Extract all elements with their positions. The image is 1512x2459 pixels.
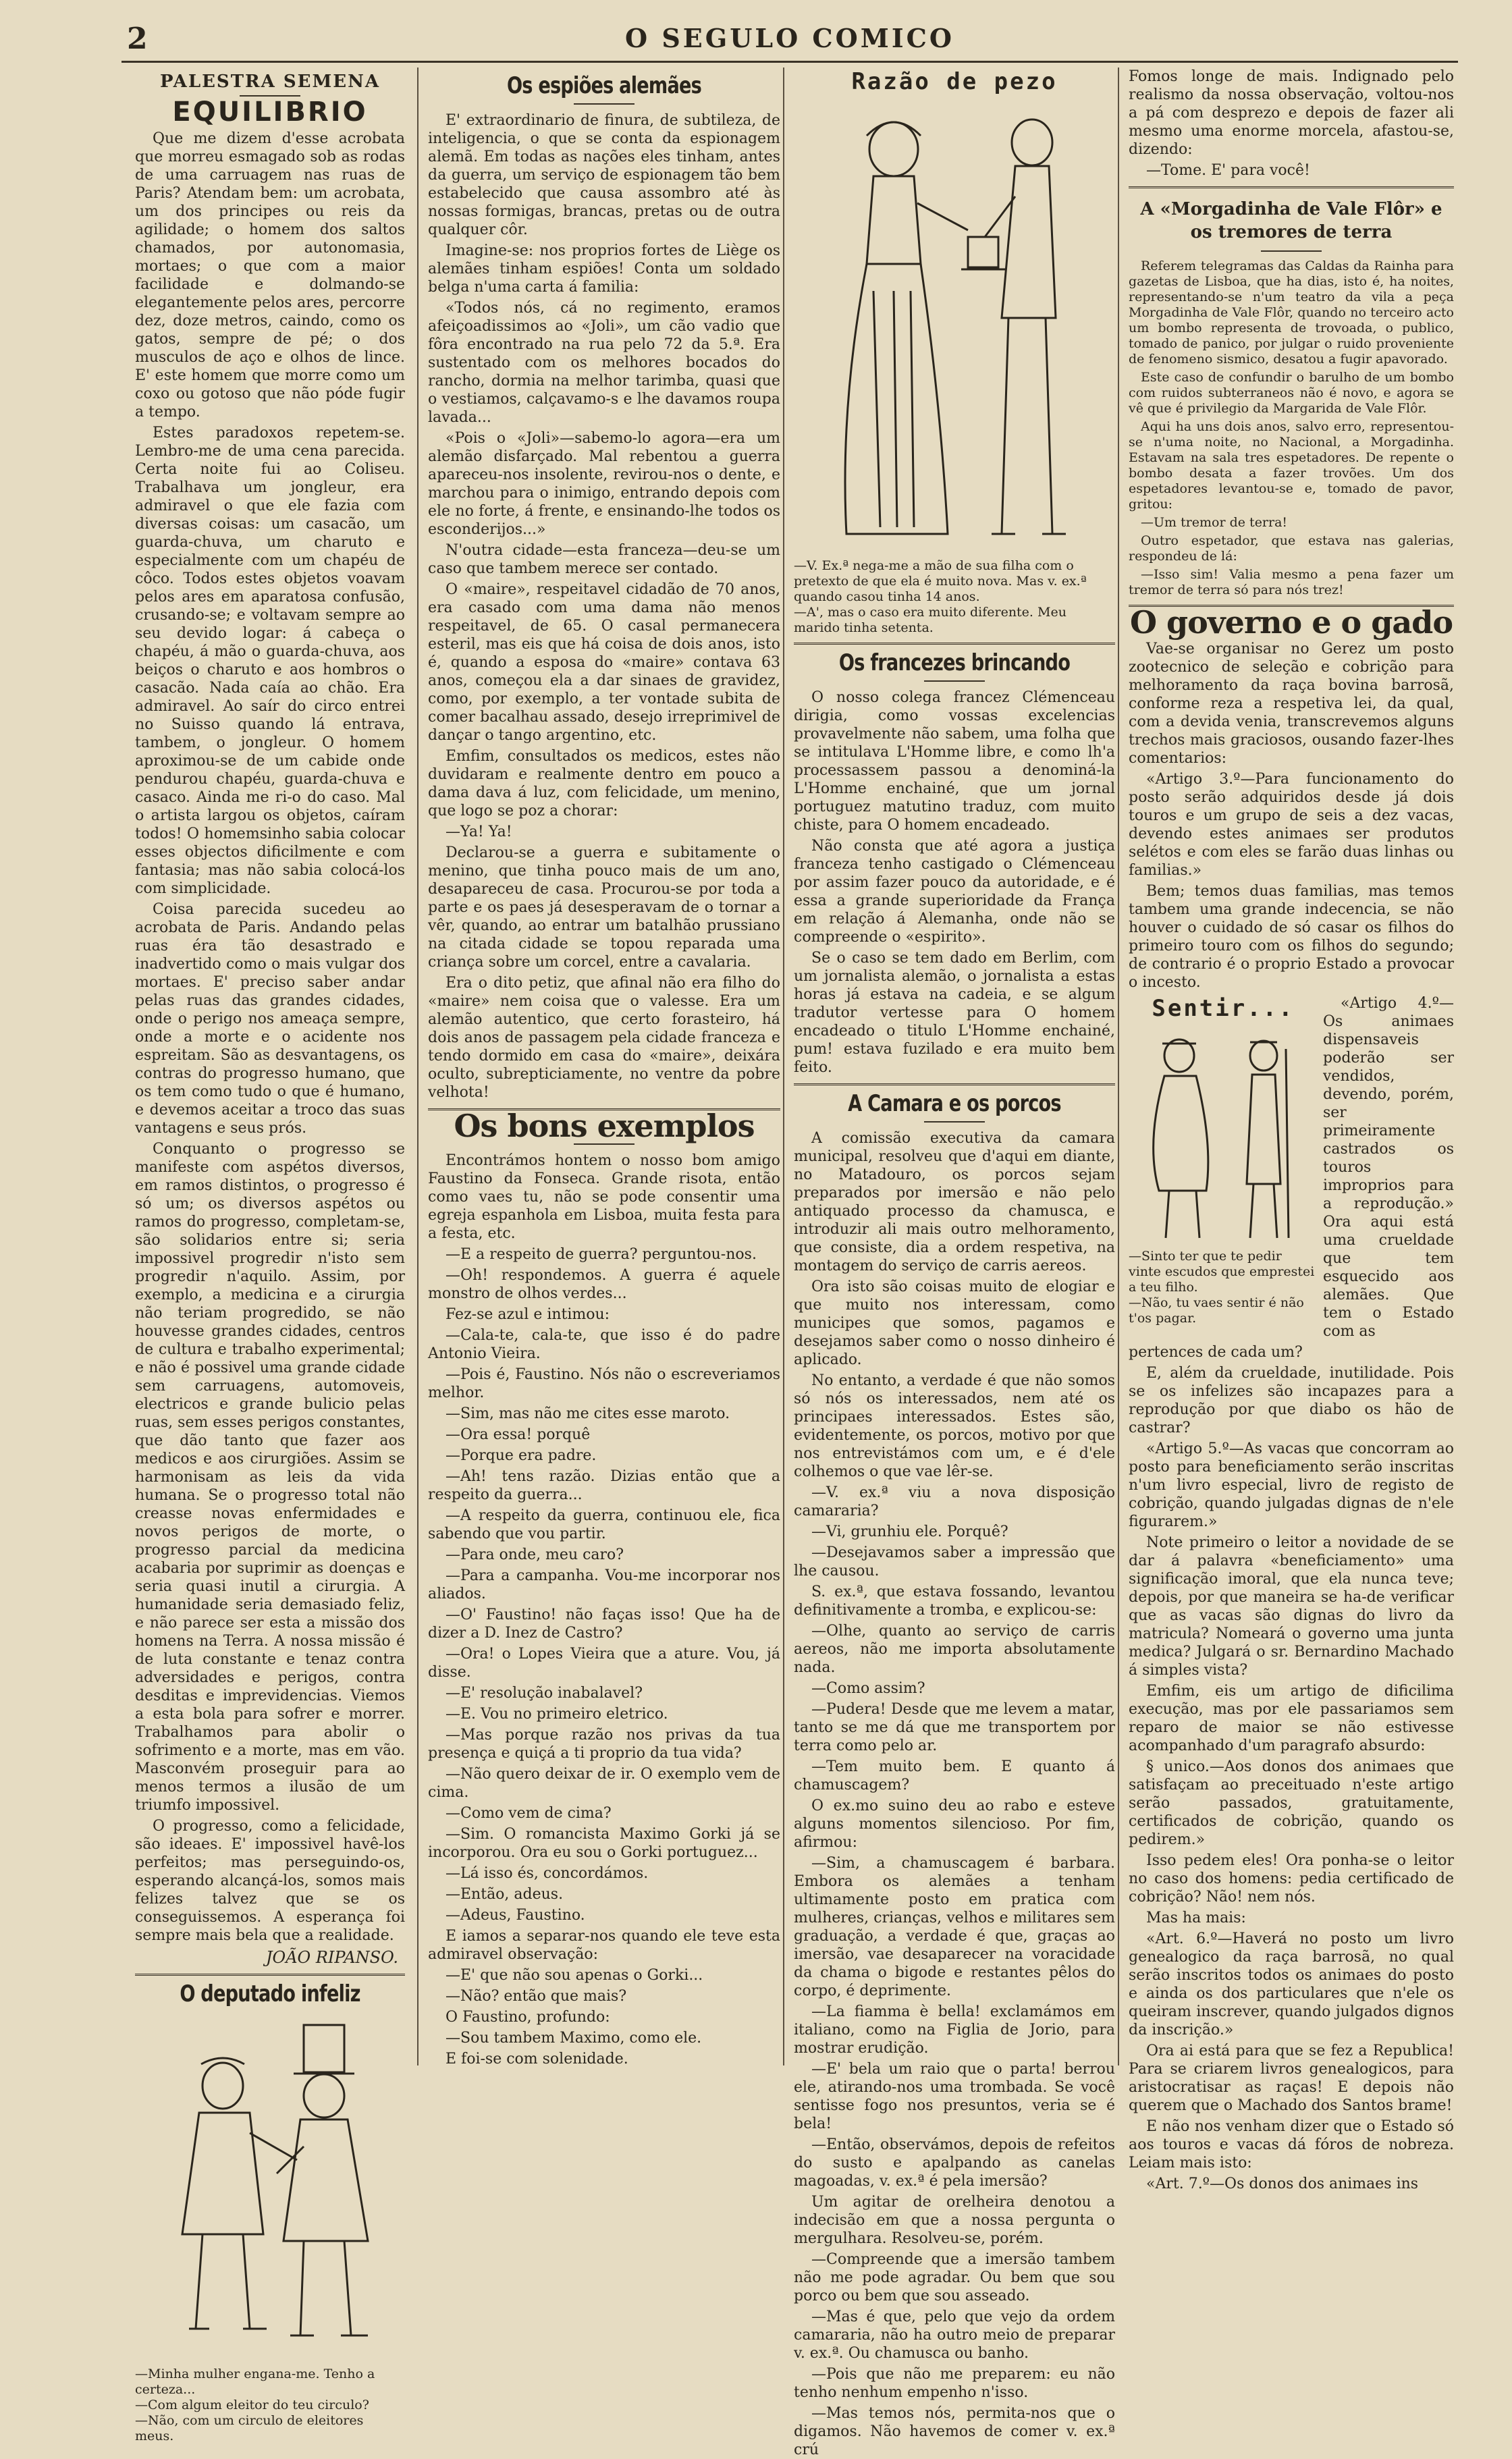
paragraph: «Art. 6.º—Haverá no posto um livro genealogico da raça barrosã, no qual serão inscritos todos os animaes do posto e ainda os dos particulares que n'ele os queiram inscrever, quando julgados dignos da inscrição.» (1129, 1930, 1454, 2038)
paragraph: N'outra cidade—esta franceza—deu-se um caso que tambem merece ser contado. (428, 542, 780, 577)
paragraph: Declarou-se a guerra e subitamente o menino, que tinha pouco mais de um ano, desapareceu de casa. Procurou-se por toda a parte e os paes já desesperavam de o tornar a vêr, quando, ao entrar um batalhão prussiano na citada cidade se topou reparada uma criança sobre um corcel, entre a cavalaria. (428, 844, 780, 971)
cartoon-illustration-sentir (1132, 1022, 1314, 1245)
paragraph: No entanto, a verdade é que não somos só nós os interessados, nem até os principaes interessados. Estes são, evidentemente, os porcos, motivo por que nos entrevistámos com um, e é d'ele colhemos o que vae lêr-se. (794, 1372, 1115, 1480)
cartoon-caption-deputado (135, 2367, 405, 2444)
article-body-francezes (794, 688, 1115, 1077)
paragraph: Referem telegramas das Caldas da Rainha para gazetas de Lisboa, que ha dias, isto é, ha noites, representando-se n'um teatro da vila a peça Morgadinha de Vale Flôr, quando no terceiro acto um bombo representa de trovoada, o publico, tomado de panico, por julgar o ruido proveniente de fenomeno sismico, desatou a fugir apavorado. (1129, 259, 1454, 367)
masthead: O SEGULO COMICO (625, 23, 954, 53)
paragraph: —Não? então que mais? (446, 1988, 627, 2005)
paragraph: Emfim, eis um artigo de dificilima execução, mas por ele passariamos sem reparo de maior se não estivesse acompanhado d'um paragrafo absurdo: (1129, 1683, 1454, 1754)
article-body-camara-porcos (794, 1129, 1115, 2459)
paragraph: —La fiamma è bella! exclamámos em italiano, como na Figlia de Jorio, para mostrar erudição. (794, 2003, 1115, 2057)
paragraph: Que me dizem d'esse acrobata que morreu esmagado sob as rodas de uma carruagem nas ruas de Paris? Atendam bem: um acrobata, um dos principes ou reis da agilidade; o homem dos saltos chamados, por autonomasia, mortaes; o que com a maior facilidade e dolmando-se elegantemente pelos ares, percorre dez, doze metros, caindo, como os gatos, sempre de pé; o dos musculos de aço e olhos de lince. E' este homem que morre como um coxo ou gotoso que não póde fugir a tempo. (135, 130, 405, 421)
paragraph: —Pois que não me preparem: eu não tenho nenhum empenho n'isso. (794, 2366, 1115, 2401)
cartoon-caption-razao-de-pezo (794, 558, 1115, 636)
paragraph: Estes paradoxos repetem-se. Lembro-me de uma cena parecida. Certa noite fui ao Coliseu. Trabalhava um jongleur, era admiravel o que ele fazia com diversas coisas: um casacão, um guarda-chuva, um charuto e especialmente com um chapéu de côco. Todos estes objetos voavam pelos ares em aparatosa confusão, crusando-se; e voltavam sempre ao seu devido logar: á cabeça o chapéu, á mão o guarda-chuva, aos beiços o charuto e aos hombros o casacão. Nada caía ao chão. Era admiravel. Ao saír do circo entrei no Suisso quando lá entrava, tambem, o jongleur. O homem aproximou-se de um cabide onde pendurou chapéu, guarda-chuva e casaco. Ainda me ri-o do caso. Mal o artista largou os objetos, caíram todos! O homemsinho sabia colocar esses objectos dificilmente e com fantasia; mas não sabia colocá-los com simplicidade. (135, 425, 405, 897)
paragraph: Vae-se organisar no Gerez um posto zootecnico de seleção e cobrição para melhoramento da raça bovina barrosã, conforme reza a respetiva lei, da qual, com a devida venia, transcrevemos alguns trechos mais graciosos, ousando fazer-lhes comentarios: (1129, 641, 1454, 767)
paragraph: Encontrámos hontem o nosso bom amigo Faustino da Fonseca. Grande risota, então como vaes tu, não se pode consentir uma egreja espanhola em Lisboa, muita festa para a festa, etc. (428, 1152, 780, 1242)
paragraph: pertences de cada um? (1129, 1344, 1303, 1361)
paragraph: —O' Faustino! não faças isso! Que ha de dizer a D. Inez de Castro? (428, 1606, 780, 1642)
paragraph: «Todos nós, cá no regimento, eramos afeiçoadissimos ao «Joli», um cão vadio que fôra encontrado na rua pelo 72 da 5.ª. Era sustentado com os melhores bocados do rancho, dormia na melhor tarimba, quasi que o vestiamos, calçavamo-s e lhe davamos roupa lavada... (428, 300, 780, 426)
paragraph: —Não quero deixar de ir. O exemplo vem de cima. (428, 1766, 780, 1801)
caption-line: —Sinto ter que te pedir vinte escudos que emprestei a teu filho. (1129, 1249, 1315, 1295)
sentir-side-text (1323, 994, 1454, 1343)
caption-line: —Não, com um circulo de eleitores meus. (135, 2413, 364, 2443)
paragraph: —Lá isso és, concordámos. (446, 1865, 649, 1882)
paragraph: O progresso, como a felicidade, são ideaes. E' impossivel havê-los perfeitos; mas perseguindo-os, esperando alcançá-los, somos mais felizes talvez que se os conseguissemos. A esperança foi sempre mais bela que a realidade. (135, 1818, 405, 1944)
paragraph: S. ex.ª, que estava fossando, levantou definitivamente a tromba, e explicou-se: (794, 1584, 1115, 1619)
caption-line: —V. Ex.ª nega-me a mão de sua filha com o pretexto de que ela é muito nova. Mas v. ex.ª quando casou tinha 14 anos. (794, 558, 1087, 604)
paragraph: E, além da crueldade, inutilidade. Pois se os infelizes são incapazes para a reprodução por que diabo os hão de castrar? (1129, 1365, 1454, 1436)
paragraph: —Tome. E' para você! (1146, 162, 1310, 179)
paragraph: —Cala-te, cala-te, que isso é do padre Antonio Vieira. (428, 1327, 780, 1362)
paragraph: —E' que não sou apenas o Gorki... (446, 1967, 703, 1984)
paragraph: —Pois é, Faustino. Nós não o escreveriamos melhor. (428, 1366, 780, 1401)
paragraph: E não nos venham dizer que o Estado só aos touros e vacas dá fóros de nobreza. Leiam mais isto: (1129, 2118, 1454, 2171)
paragraph: Este caso de confundir o barulho de um bombo com ruidos subterraneos não é novo, e agora se vê que é privilegio da Margarida de Vale Flôr. (1129, 370, 1454, 416)
paragraph: O ex.mo suino deu ao rabo e esteve alguns momentos silencioso. Por fim, afirmou: (794, 1798, 1115, 1851)
paragraph: Isso pedem eles! Ora ponha-se o leitor no caso dos homens: pedia certificado de cobrição? Não! nem nós. (1129, 1852, 1454, 1906)
article-body-espioes (428, 111, 780, 1102)
article-signature: JOÃO RIPANSO. (265, 1948, 398, 1967)
divider (1129, 186, 1454, 188)
paragraph: —Desejavamos saber a impressão que lhe causou. (794, 1544, 1115, 1579)
paragraph: Conquanto o progresso se manifeste com aspétos diversos, em ramos distintos, o progresso é só um; os diversos aspétos ou ramos do progresso, completam-se, são solidarios entre si; seria impossivel progredir n'isto sem progredir n'aquilo. Assim, por exemplo, a medicina e a cirurgia não teriam progredido, se não houvesse grandes cidades, centros de cultura e trabalho experimental; e não é possivel uma grande cidade sem carruagens, automoveis, electricos e grande bulicio pelas ruas, sem esses perigos constantes, que dão tanto que fazer aos medicos e aos cirurgiões. Assim se harmonisam as leis da vida humana. Se o progresso total não creasse novas enfermidades e novos perigos de morte, o progresso parcial da medicina acabaria por suprimir as doenças e seria quasi inutil a cirurgia. A humanidade seria demasiado feliz, e não parece ser esta a missão dos homens na Terra. A nossa missão é de luta constante e tenaz contra adversidades e perigos, contra desditas e imprevidencias. Viemos a esta bola para sofrer e morrer. Trabalhamos para abolir o sofrimento e a morte, mas em vão. Masconvém proseguir para ao menos termos a ilusão de um triumfo impossivel. (135, 1141, 405, 1814)
divider (924, 680, 985, 682)
paragraph: Bem; temos duas familias, mas temos tambem uma grande indecencia, se não houver o cuidado de só casar os filhos do primeiro touro com os filhos do segundo; de contrario é o proprio Estado a provocar o incesto. (1129, 883, 1454, 991)
article-body-governo-gado (1129, 640, 1454, 992)
cartoon-sentir (1129, 994, 1318, 1343)
paragraph: Aqui ha uns dois anos, salvo erro, representou-se n'uma noite, no Nacional, a Morgadinha. Estavam na sala tres espetadores. De repente o bombo desata a fazer trovões. Um dos espetadores levantou-se e, tomado de pavor, gritou: (1129, 419, 1454, 512)
page-number: 2 (127, 22, 148, 56)
paragraph: E iamos a separar-nos quando ele teve esta admiravel observação: (428, 1928, 780, 1963)
paragraph: —E' bela um raio que o parta! berrou ele, atirando-nos uma trombada. Se você sentisse fogo nos presuntos, veria se é bela! (794, 2061, 1115, 2132)
paragraph: —Pudera! Desde que me levem a matar, tanto se me dá que me transportem por terra como pelo ar. (794, 1701, 1115, 1754)
paragraph: Não consta que até agora a justiça franceza tenho castigado o Clémenceau por assim fazer pouco da autoridade, e é essa a grande superioridade da França em relação á Alemanha, onde não se compreende o «espirito». (794, 838, 1115, 946)
article-body-governo-gado-continued (1129, 1343, 1454, 2193)
paragraph: Fomos longe de mais. Indignado pelo realismo da nossa observação, voltou-nos a pá com desprezo e depois de fazer ali mesmo uma enorme morcela, afastou-se, dizendo: (1129, 68, 1454, 158)
paragraph: —E a respeito de guerra? perguntou-nos. (446, 1246, 757, 1263)
paragraph: —Um tremor de terra! (1141, 515, 1288, 530)
paragraph: A comissão executiva da camara municipal, resolveu que d'aqui em diante, no Matadouro, os porcos sejam preparados por imersão e não pelo antiquado processo da chamusca, e introduzir ali mais outro melhoramento, que consiste, dia a ordem respetiva, na montagem do serviço de carris aereos. (794, 1130, 1115, 1274)
paragraph: E foi-se com solenidade. (446, 2051, 628, 2068)
paragraph: —Sou tambem Maximo, como ele. (446, 2030, 702, 2047)
paragraph: —Ora essa! porquê (446, 1426, 591, 1443)
paragraph: —Ora! o Lopes Vieira que a ature. Vou, já disse. (428, 1646, 780, 1681)
article-title-morgadinha: A «Morgadinha de Vale Flôr» e os tremores de terra (1140, 199, 1442, 242)
divider (1261, 250, 1322, 252)
paragraph: § unico.—Aos donos dos animaes que satisfaçam ao preceituado n'este artigo serão passados, gratuitamente, certificados de cobrição, quando os pedirem.» (1129, 1758, 1454, 1848)
article-title-espioes: Os espiões alemães (506, 72, 702, 99)
paragraph: Emfim, consultados os medicos, estes não duvidaram e realmente dentro em pouco a dama dava á luz, com felicidade, um menino, que logo se poz a chorar: (428, 748, 780, 819)
paragraph: Se o caso se tem dado em Berlim, com um jornalista alemão, o jornalista a estas horas já estava na cadeia, e se algum tradutor vertesse para O homem encadeado o titulo L'Homme enchainé, pum! estava fuzilado e era muito bem feito. (794, 950, 1115, 1076)
paragraph: Fez-se azul e intimou: (446, 1306, 610, 1323)
page-header (122, 20, 1458, 63)
paragraph: —Ya! Ya! (446, 823, 512, 840)
paragraph: —Então, adeus. (446, 1886, 564, 1903)
paragraph: —Mas porque razão nos privas da tua presença e quiçá a ti proprio da tua vida? (428, 1727, 780, 1762)
column-2 (417, 67, 780, 2068)
paragraph: Mas ha mais: (1146, 1910, 1246, 1926)
paragraph: —E' resolução inabalavel? (446, 1685, 643, 1702)
paragraph: O nosso colega francez Clémenceau dirigia, como vossas excelencias provavelmente não sabem, uma folha que se intitulava L'Homme libre, e como lh'a processassem passou a denominá-la L'Homme enchainé, que um jornal portuguez matutino traduz, com muito chiste, para O homem encadeado. (794, 689, 1115, 834)
paragraph: —Oh! respondemos. A guerra é aquele monstro de olhos verdes... (428, 1267, 780, 1302)
cartoon-title-deputado: O deputado infeliz (180, 1980, 360, 2007)
paragraph: —Compreende que a imersão tambem não me pode agradar. Ou bem que sou porco ou bem que sou asseado. (794, 2251, 1115, 2304)
paragraph: —Como vem de cima? (446, 1805, 612, 1822)
paragraph: «Artigo 3.º—Para funcionamento do posto serão adquiridos desde já dois touros e um grupo de seis a dez vacas, devendo estes animaes ser produtos selétos e com eles se farão duas linhas ou familias.» (1129, 771, 1454, 879)
paragraph: —E. Vou no primeiro eletrico. (446, 1706, 668, 1723)
column-4 (1118, 67, 1454, 2192)
paragraph: —A respeito da guerra, continuou ele, fica sabendo que vou partir. (428, 1507, 780, 1542)
paragraph: —Adeus, Faustino. (446, 1907, 585, 1924)
article-title-governo-gado: O governo e o gado (1129, 604, 1453, 641)
divider (924, 1121, 985, 1123)
paragraph: Imagine-se: nos proprios fortes de Liège os alemães tinham espiões! Conta um soldado belga n'uma carta á familia: (428, 242, 780, 296)
paragraph: —Ah! tens razão. Dizias então que a respeito da guerra... (428, 1468, 780, 1503)
caption-line: —Não, tu vaes sentir é não t'os pagar. (1129, 1295, 1304, 1326)
paragraph: —Então, observámos, depois de refeitos do susto e apalpando as canelas magoadas, v. ex.ª é pela imersão? (794, 2136, 1115, 2190)
paragraph: —Para onde, meu caro? (446, 1546, 624, 1563)
paragraph: —Olhe, quanto ao serviço de carris aereos, não me importa absolutamente nada. (794, 1623, 1115, 1676)
cartoon-illustration-deputado (142, 2011, 398, 2362)
paragraph: —Vi, grunhiu ele. Porquê? (811, 1523, 1008, 1540)
paragraph: Ora ai está para que se fez a Republica! Para se criarem livros genealogicos, para aristocratisar as raças! E depois não querem que o Machado dos Santos brame! (1129, 2043, 1454, 2114)
paragraph: E' extraordinario de finura, de subtileza, de inteligencia, o que se conta da espionagem alemã. Em todas as nações eles tinham, antes da guerra, um serviço de espionagem tão bem estabelecido que causa assombro até às nossas formigas, brancas, pretas ou de outra qualquer côr. (428, 112, 780, 238)
column-1 (135, 67, 405, 2443)
article-title-camara-porcos: A Camara e os porcos (848, 1090, 1061, 1117)
paragraph: —Sim, mas não me cites esse maroto. (446, 1405, 730, 1422)
paragraph: —Para a campanha. Vou-me incorporar nos aliados. (428, 1567, 780, 1602)
paragraph: «Art. 7.º—Os donos dos animaes ins (1146, 2176, 1419, 2192)
divider (574, 103, 634, 105)
paragraph: Note primeiro o leitor a novidade de se dar á palavra «beneficiamento» uma significação imoral, que ela nunca teve; depois, por que maneira se ha-de verificar que as vacas são dignas do livro da matricula? Nomeará o governo uma junta medica? Julgará o sr. Bernardino Machado á simples vista? (1129, 1534, 1454, 1679)
caption-line: —Com algum eleitor do teu circulo? (135, 2398, 369, 2412)
paragraph: «Pois o «Joli»—sabemo-lo agora—era um alemão disfarçado. Mal rebentou a guerra apareceu-nos insolente, revirou-nos o dente, e marchou para o inimigo, entrando depois com ele no forte, á frente, e ensinando-lhe todos os esconderijos...» (428, 430, 780, 538)
article-title-equilibrio: EQUILIBRIO (172, 97, 368, 128)
paragraph: —Tem muito bem. E quanto á chamuscagem? (794, 1758, 1115, 1793)
article-title-francezes: Os francezes brincando (838, 649, 1071, 676)
paragraph: Era o dito petiz, que afinal não era filho do «maire» nem coisa que o valesse. Era um alemão autentico, que certo forasteiro, há dois anos de passagem pela cidade franceza e tendo dormido em casa do «maire», deixára oculto, subrepticiamente, no ventre da pobre velhota! (428, 975, 780, 1101)
paragraph: O Faustino, profundo: (446, 2009, 610, 2026)
article-body-equilibrio (135, 130, 405, 1945)
cartoon-illustration-razao-de-pezo (799, 95, 1110, 554)
paragraph: «Artigo 5.º—As vacas que concorram ao posto para beneficiamento serão inscritas n'um livro especial, livro de registo de cobrição, quando julgadas dignas de n'ele figurarem.» (1129, 1440, 1454, 1530)
section-kicker: PALESTRA SEMENA (159, 72, 381, 92)
paragraph: O «maire», respeitavel cidadão de 70 anos, era casado com uma dama não menos respeitavel, de 65. O casal permanecera esteril, mas eis que há coisa de dois anos, isto é, quando a esposa do «maire» contava 63 anos, começou ela a dar sinaes de gravidez, como, por exemplo, a ter vontade subita de comer bacalhau assado, desejo irreprimivel de dançar o tango argentino, etc. (428, 581, 780, 744)
article-continuation-porcos (1129, 67, 1454, 180)
divider (794, 643, 1115, 645)
paragraph: Um agitar de orelheira denotou a indecisão em que a nossa pergunta o mergulhara. Resolveu-se, porém. (794, 2194, 1115, 2247)
caption-line: —A', mas o caso era muito diferente. Meu marido tinha setenta. (794, 605, 1066, 635)
article-title-bons-exemplos: Os bons exemplos (454, 1108, 755, 1144)
paragraph: —Isso sim! Valia mesmo a pena fazer um tremor de terra só para nós trez! (1129, 567, 1454, 597)
paragraph: Coisa parecida sucedeu ao acrobata de Paris. Andando pelas ruas éra tão desastrado e inadvertido como o mais vulgar dos mortaes. E' preciso saber andar pelas ruas das grandes cidades, onde o perigo nos ameaça sempre, onde a morte e o acidente nos espreitam. São as desvantagens, os contras do progresso humano, que os tem como tudo o que é humano, e devemos aceitar a troco das suas vantagens e seus prós. (135, 901, 405, 1137)
article-body-morgadinha (1129, 259, 1454, 598)
paragraph: Outro espetador, que estava nas galerias, respondeu de lá: (1129, 533, 1454, 564)
divider (794, 1083, 1115, 1085)
paragraph: —Mas temos nós, permita-nos que o digamos. Não havemos de comer v. ex.ª crú (794, 2405, 1115, 2458)
paragraph: Ora isto são coisas muito de elogiar e que muito nos interessam, como municipes que somos, pagamos e desejamos saber como o nosso dinheiro é aplicado. (794, 1278, 1115, 1368)
cartoon-title-sentir: Sentir... (1152, 995, 1295, 1022)
paragraph: —Sim. O romancista Maximo Gorki já se incorporou. Ora eu sou o Gorki portuguez... (428, 1826, 780, 1861)
paragraph: «Artigo 4.º—Os animaes dispensaveis poderão ser vendidos, devendo, porém, ser primeiramente castrados os touros improprios para a reprodução.» Ora aqui está uma crueldade que tem esquecido aos alemães. Que tem o Estado com as (1323, 995, 1454, 1340)
paragraph: —Mas é que, pelo que vejo da ordem camararia, não ha outro meio de preparar v. ex.ª. Ou chamusca ou banho. (794, 2308, 1115, 2362)
sentir-block (1129, 994, 1454, 1343)
article-body-bons-exemplos (428, 1152, 780, 2068)
paragraph: —Como assim? (811, 1680, 925, 1697)
paragraph: —V. ex.ª viu a nova disposição camararia? (794, 1484, 1115, 1519)
column-3 (783, 67, 1115, 2458)
divider (135, 1974, 405, 1976)
cartoon-caption-sentir (1129, 1249, 1318, 1326)
cartoon-title-razao-de-pezo: Razão de pezo (851, 68, 1058, 95)
paragraph: —Sim, a chamuscagem é barbara. Embora os alemães a tenham ultimamente posto em pratica com mulheres, crianças, velhos e militares sem graduação, a verdade é que, graças ao imersão, vae desaparecer na voracidade da chama o bigode e restantes pêlos do corpo, é deprimente. (794, 1855, 1115, 1999)
paragraph: —Porque era padre. (446, 1447, 597, 1464)
caption-line: —Minha mulher engana-me. Tenho a certeza... (135, 2367, 375, 2397)
